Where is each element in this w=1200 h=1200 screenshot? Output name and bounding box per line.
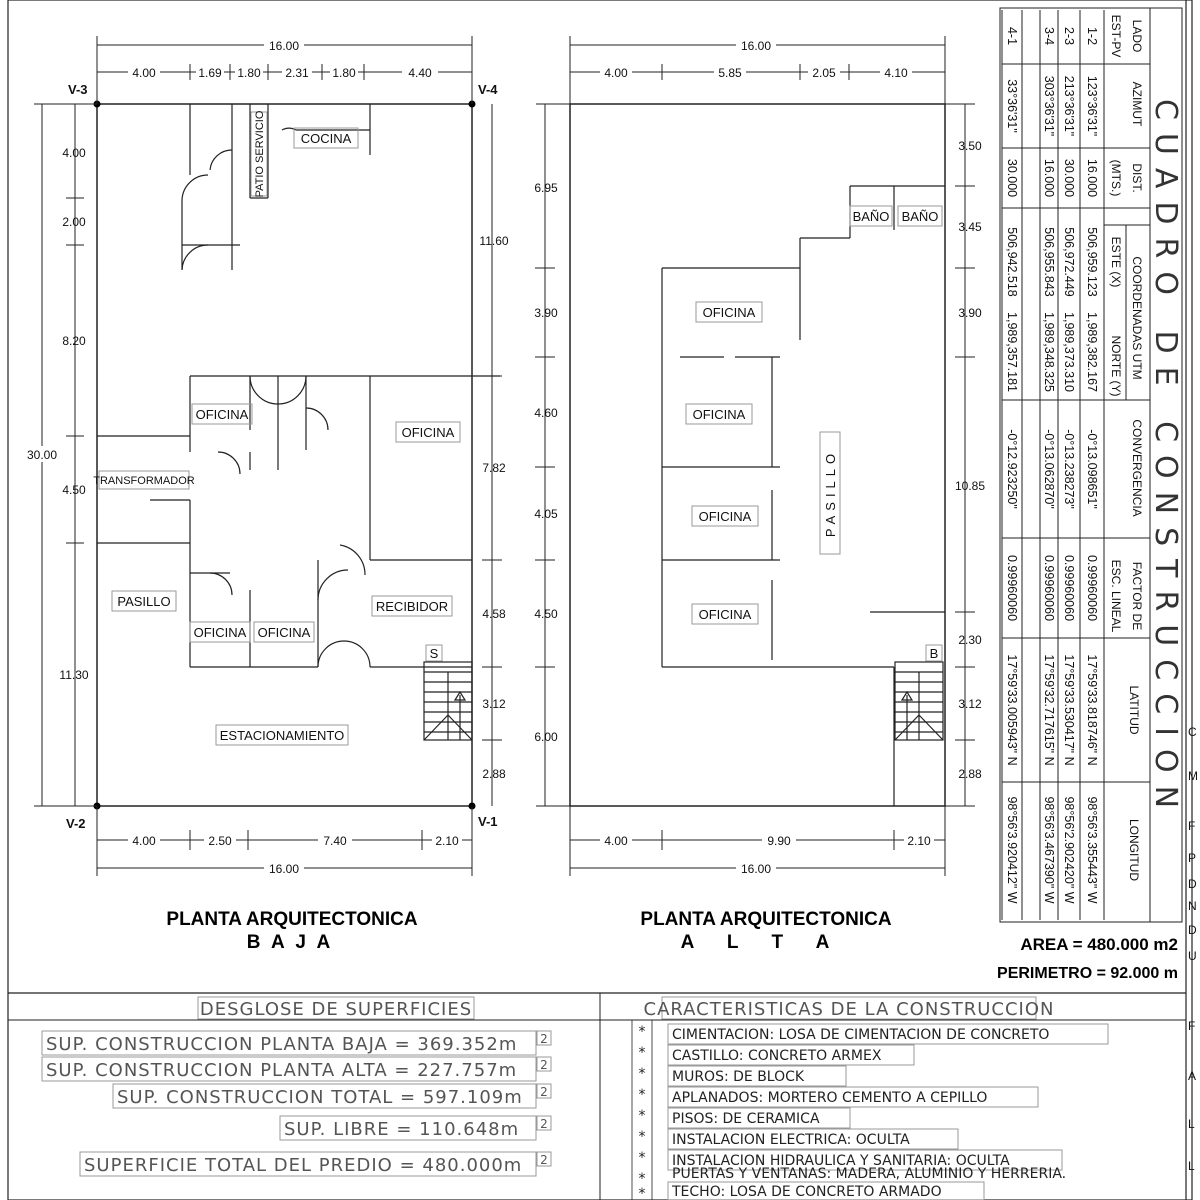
cell-dist: 30.000 <box>1005 158 1019 198</box>
caracteristicas-title: CARACTERISTICAS DE LA CONSTRUCCION <box>643 999 1055 1020</box>
cell-lado: 4-1 <box>1005 26 1019 46</box>
caracteristica-text: TECHO: LOSA DE CONCRETO ARMADO <box>672 1184 942 1200</box>
list-item <box>639 1129 959 1149</box>
baja-left-dim: 8.20 <box>62 334 86 348</box>
list-item <box>639 1024 1109 1044</box>
header-longitud: LONGITUD <box>1127 818 1141 882</box>
cell-factor: 0.99960060 <box>1085 554 1099 622</box>
room-label-oficina: OFICINA <box>702 305 756 320</box>
plan-baja <box>22 36 509 953</box>
cell-longitud: 98°56'2.902420" W <box>1062 796 1076 904</box>
bullet-icon: * <box>638 1171 646 1187</box>
cell-azimut: 303°36'31" <box>1042 75 1056 137</box>
cell-dist: 30.000 <box>1062 158 1076 198</box>
header-lado: LADO <box>1130 19 1144 53</box>
alta-right-dim: 3.45 <box>958 220 982 234</box>
superscript-2: 2 <box>540 1153 548 1167</box>
desglose-title: DESGLOSE DE SUPERFICIES <box>199 999 473 1020</box>
cell-azimut: 213°36'31" <box>1062 75 1076 137</box>
bullet-icon: * <box>638 1087 646 1103</box>
cuadro-de-construccion <box>997 8 1183 982</box>
header-latitud: LATITUD <box>1127 685 1141 735</box>
plan-alta-subtitle: A L T A <box>680 932 844 953</box>
alta-left-dim: 4.60 <box>534 406 558 420</box>
side-letter: L <box>1188 1117 1195 1131</box>
alta-top-dim: 4.10 <box>884 66 908 80</box>
table-row <box>1062 27 1076 904</box>
alta-right-dim: 3.50 <box>958 139 982 153</box>
room-label-transformador: TRANSFORMADOR <box>93 475 195 487</box>
alta-top-dim: 5.85 <box>718 66 742 80</box>
header-factor: FACTOR DE <box>1130 561 1144 631</box>
alta-bottom-total: 16.00 <box>740 862 772 876</box>
cell-longitud: 98°56'3.920412" W <box>1005 796 1019 904</box>
cell-factor: 0.99960060 <box>1005 554 1019 622</box>
baja-right-dim: 11.60 <box>479 234 509 248</box>
cell-latitud: 17°59'32.717615" N <box>1042 654 1056 766</box>
bullet-icon: * <box>638 1186 646 1200</box>
cell-dist: 16.000 <box>1042 158 1056 198</box>
room-label-oficina: OFICINA <box>193 625 247 640</box>
room-label-pasillo: PASILLO <box>117 594 171 609</box>
caracteristica-text: INSTALACION HIDRAULICA Y SANITARIA: OCULTA <box>672 1153 1010 1169</box>
plan-alta-title: PLANTA ARQUITECTONICA <box>640 909 892 930</box>
baja-left-dim: 4.50 <box>62 483 86 497</box>
caracteristica-text: PISOS: DE CERAMICA <box>672 1111 820 1127</box>
cell-latitud: 17°59'33.818746" N <box>1085 654 1099 766</box>
room-label-cocina: COCINA <box>300 131 352 146</box>
table-row <box>1085 27 1099 904</box>
baja-right-dim: 3.12 <box>482 697 506 711</box>
cell-lado: 3-4 <box>1042 26 1056 46</box>
cell-factor: 0.99960060 <box>1062 554 1076 622</box>
desglose-superficies <box>42 997 551 1176</box>
caracteristica-text: INSTALACION ELECTRICA: OCULTA <box>672 1132 910 1148</box>
side-panel-cropped <box>1188 725 1198 1173</box>
superscript-2: 2 <box>540 1032 548 1046</box>
cell-norte: 1,989,348.325 <box>1042 312 1056 392</box>
baja-bottom-dim: 2.10 <box>435 834 459 848</box>
room-label-oficina: OFICINA <box>692 407 746 422</box>
vertex-label-v2: V-2 <box>66 816 86 831</box>
list-item <box>639 1087 1039 1107</box>
cell-lado: 2-3 <box>1062 26 1076 46</box>
cell-dist: 16.000 <box>1085 158 1099 198</box>
area-total: AREA = 480.000 m2 <box>1020 935 1178 954</box>
bullet-icon: * <box>638 1066 646 1082</box>
baja-left-dim: 2.00 <box>62 215 86 229</box>
room-label-estacionamiento: ESTACIONAMIENTO <box>219 728 345 743</box>
room-label-oficina: OFICINA <box>257 625 311 640</box>
alta-right-dim: 2.88 <box>958 767 982 781</box>
baja-top-dim: 1.69 <box>198 66 222 80</box>
alta-right-dim: 10.85 <box>954 479 986 493</box>
side-letter: F <box>1188 819 1196 833</box>
cell-norte: 1,989,382.167 <box>1085 312 1099 392</box>
alta-right-dim: 2.30 <box>958 633 982 647</box>
cell-este: 506,955.843 <box>1042 227 1056 297</box>
cell-norte: 1,989,357.181 <box>1005 312 1019 392</box>
header-norte: NORTE (Y) <box>1109 335 1123 397</box>
alta-left-dim: 3.90 <box>534 306 558 320</box>
alta-top-dim: 2.05 <box>812 66 836 80</box>
cell-factor: 0.99960060 <box>1042 554 1056 622</box>
cell-azimut: 33°36'31" <box>1005 79 1019 133</box>
bullet-icon: * <box>638 1108 646 1124</box>
side-letter: C <box>1188 725 1197 739</box>
side-letter: M <box>1188 769 1198 783</box>
side-letter: U <box>1188 949 1197 963</box>
baja-top-total: 16.00 <box>268 39 300 53</box>
room-label-patio-servicio: PATIO SERVICIO <box>254 110 266 198</box>
cell-este: 506,959.123 <box>1085 227 1099 297</box>
table-row <box>1042 27 1056 904</box>
list-item <box>639 1045 915 1065</box>
header-esc-lineal: ESC. LINEAL <box>1109 559 1123 633</box>
side-letter: L <box>1188 1159 1195 1173</box>
list-item <box>639 1182 985 1200</box>
header-dist: DIST. <box>1130 163 1144 193</box>
cell-este: 506,972.449 <box>1062 227 1076 297</box>
vertex-label-v4: V-4 <box>478 82 498 97</box>
baja-top-dim: 2.31 <box>285 66 309 80</box>
cuadro-title: CUADRO DE CONSTRUCCION <box>1148 98 1183 822</box>
baja-bottom-dim: 7.40 <box>323 834 347 848</box>
baja-left-dim: 4.00 <box>62 146 86 160</box>
side-letter: A <box>1188 1069 1197 1083</box>
bullet-icon: * <box>638 1150 646 1166</box>
cell-longitud: 98°56'3.355443" W <box>1085 796 1099 904</box>
cell-convergencia: -0°13.238273" <box>1062 429 1076 509</box>
vertex-label-v3: V-3 <box>68 82 88 97</box>
alta-right-dim: 3.12 <box>958 697 982 711</box>
cell-longitud: 98°56'3.467390" W <box>1042 796 1056 904</box>
caracteristica-text: MUROS: DE BLOCK <box>672 1069 805 1085</box>
bullet-icon: * <box>638 1024 646 1040</box>
baja-left-total: 30.00 <box>26 448 58 462</box>
superscript-2: 2 <box>540 1058 548 1072</box>
desglose-row: SUP. CONSTRUCCION TOTAL = 597.109m <box>117 1087 523 1108</box>
baja-bottom-total: 16.00 <box>268 862 300 876</box>
alta-left-dim: 6.95 <box>534 181 558 195</box>
room-label-recibidor: RECIBIDOR <box>375 599 449 614</box>
side-letter: N <box>1188 899 1197 913</box>
cell-convergencia: -0°13.062870" <box>1042 429 1056 509</box>
caracteristica-text: CASTILLO: CONCRETO ARMEX <box>672 1048 882 1064</box>
bullet-icon: * <box>638 1129 646 1145</box>
side-letter: D <box>1188 923 1197 937</box>
plan-baja-title: PLANTA ARQUITECTONICA <box>166 909 418 930</box>
baja-top-dim: 1.80 <box>332 66 356 80</box>
room-label-oficina: OFICINA <box>698 509 752 524</box>
desglose-row: SUP. CONSTRUCCION PLANTA ALTA = 227.757m <box>46 1060 518 1081</box>
plan-alta <box>534 36 985 953</box>
baja-right-dim: 2.88 <box>482 767 506 781</box>
room-label-bano: BAÑO <box>852 209 890 224</box>
room-label-oficina: OFICINA <box>195 407 249 422</box>
list-item <box>639 1108 851 1128</box>
alta-bottom-dim: 4.00 <box>604 834 628 848</box>
baja-top-dim: 4.00 <box>132 66 156 80</box>
stair-label-s: S <box>429 646 439 661</box>
header-est-pv: EST-PV <box>1109 14 1123 58</box>
caracteristica-text: PUERTAS Y VENTANAS: MADERA, ALUMINIO Y HERRERIA. <box>672 1166 1067 1182</box>
header-este: ESTE (X) <box>1109 236 1123 288</box>
header-azimut: AZIMUT <box>1130 81 1144 127</box>
room-label-oficina: OFICINA <box>698 607 752 622</box>
table-row <box>1005 27 1019 904</box>
baja-bottom-dim: 4.00 <box>132 834 156 848</box>
side-letter: P <box>1188 851 1197 865</box>
vertex-label-v1: V-1 <box>478 814 498 829</box>
cell-norte: 1,989,373.310 <box>1062 312 1076 392</box>
cell-lado: 1-2 <box>1085 26 1099 46</box>
alta-top-dim: 4.00 <box>604 66 628 80</box>
superscript-2: 2 <box>540 1085 548 1099</box>
list-item <box>639 1066 847 1086</box>
alta-bottom-dim: 9.90 <box>767 834 791 848</box>
room-label-pasillo: PASILLO <box>823 448 838 538</box>
plan-baja-subtitle: B A J A <box>246 932 334 953</box>
caracteristicas-construccion <box>632 997 1108 1200</box>
desglose-row: SUP. CONSTRUCCION PLANTA BAJA = 369.352m <box>46 1034 518 1055</box>
side-letter: F <box>1188 1019 1196 1033</box>
alta-left-dim: 4.05 <box>534 507 558 521</box>
cell-latitud: 17°59'33.005943" N <box>1005 654 1019 766</box>
bullet-icon: * <box>638 1045 646 1061</box>
alta-top-total: 16.00 <box>740 39 772 53</box>
side-letter: D <box>1188 877 1197 891</box>
desglose-row: SUPERFICIE TOTAL DEL PREDIO = 480.000m <box>84 1155 523 1176</box>
baja-right-dim: 4.58 <box>482 607 506 621</box>
baja-top-dim: 1.80 <box>237 66 261 80</box>
room-label-oficina: OFICINA <box>401 425 455 440</box>
baja-right-dim: 7.82 <box>482 461 506 475</box>
header-convergencia: CONVERGENCIA <box>1130 419 1144 517</box>
header-mts: (MTS.) <box>1109 159 1123 197</box>
stair-label-b: B <box>929 646 939 661</box>
cell-convergencia: -0°13.098651" <box>1085 429 1099 509</box>
superscript-2: 2 <box>540 1117 548 1131</box>
alta-right-dim: 3.90 <box>958 306 982 320</box>
baja-lot-outline <box>97 104 472 806</box>
caracteristica-text: APLANADOS: MORTERO CEMENTO A CEPILLO <box>672 1090 988 1106</box>
caracteristica-text: CIMENTACION: LOSA DE CIMENTACION DE CONCRETO <box>672 1027 1050 1043</box>
alta-bottom-dim: 2.10 <box>907 834 931 848</box>
cell-este: 506,942.518 <box>1005 227 1019 297</box>
alta-left-dim: 4.50 <box>534 607 558 621</box>
baja-top-dim: 4.40 <box>408 66 432 80</box>
baja-left-dim: 11.30 <box>59 668 89 682</box>
header-coordenadas: COORDENADAS UTM <box>1130 256 1144 380</box>
cell-azimut: 123°36'31" <box>1085 75 1099 137</box>
alta-left-dim: 6.00 <box>534 730 558 744</box>
baja-bottom-dim: 2.50 <box>208 834 232 848</box>
desglose-row: SUP. LIBRE = 110.648m <box>284 1119 520 1140</box>
perimetro-total: PERIMETRO = 92.000 m <box>997 965 1178 982</box>
cell-latitud: 17°59'33.530417" N <box>1062 654 1076 766</box>
cell-convergencia: -0°12.923250" <box>1005 429 1019 509</box>
room-label-bano: BAÑO <box>901 209 939 224</box>
